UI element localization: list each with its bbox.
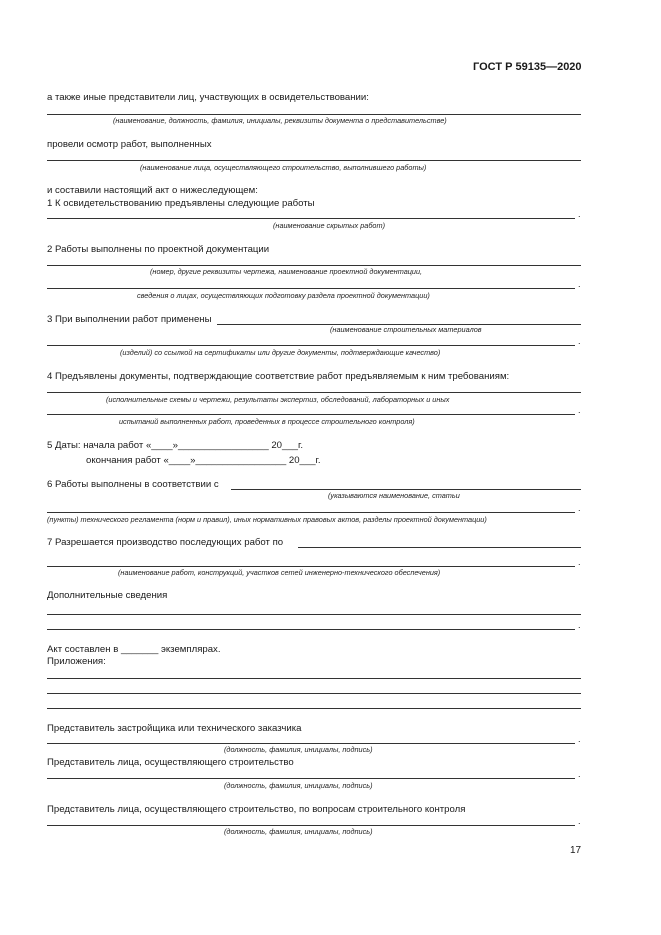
signature-line (47, 778, 575, 779)
line-end-dot: . (578, 734, 581, 744)
fill-line (47, 114, 581, 115)
caption-signature: (должность, фамилия, инициалы, подпись) (224, 781, 373, 790)
line-end-dot: . (578, 503, 581, 513)
fill-line (47, 414, 575, 415)
representatives-text: а также иные представители лиц, участвующих в освидетельствовании: (47, 92, 369, 103)
item-1-text: 1 К освидетельствованию предъявлены следующие работы (47, 198, 315, 209)
fill-line (231, 489, 581, 490)
fill-line (47, 218, 575, 219)
start-date-text: 5 Даты: начала работ «____»_________________ 20___г. (47, 440, 304, 451)
fill-line (47, 512, 575, 513)
fill-line (47, 160, 581, 161)
line-end-dot: . (578, 816, 581, 826)
caption-design-persons: сведения о лицах, осуществляющих подготовку раздела проектной документации) (137, 291, 430, 300)
line-end-dot: . (578, 620, 581, 630)
item-4-text: 4 Предъявлены документы, подтверждающие соответствие работ предъявляемым к ним требованиям: (47, 371, 510, 382)
line-end-dot: . (578, 336, 581, 346)
line-end-dot: . (578, 769, 581, 779)
caption-drawing-details: (номер, другие реквизиты чертежа, наименование проектной документации, (150, 267, 423, 276)
copies-text: Акт составлен в _______ экземплярах. (47, 644, 221, 655)
fill-line (47, 345, 575, 346)
caption-hidden-works: (наименование скрытых работ) (273, 221, 385, 230)
control-rep-label: Представитель лица, осуществляющего строительство, по вопросам строительного контроля (47, 804, 466, 815)
additional-info-label: Дополнительные сведения (47, 590, 168, 601)
fill-line (47, 265, 581, 266)
fill-line (47, 614, 581, 615)
line-end-dot: . (578, 209, 581, 219)
act-intro-text: и составили настоящий акт о нижеследующем: (47, 185, 258, 196)
page-number: 17 (570, 845, 582, 856)
caption-tests: испытаний выполненных работ, проведенных в процессе строительного контроля) (119, 417, 415, 426)
caption-materials: (наименование строительных материалов (330, 325, 482, 334)
caption-subsequent-works: (наименование работ, конструкций, участков сетей инженерно-технического обеспечения) (118, 568, 441, 577)
fill-line (298, 547, 581, 548)
fill-line (47, 288, 575, 289)
builder-rep-label: Представитель лица, осуществляющего строительство (47, 757, 294, 768)
fill-line (47, 629, 575, 630)
customer-rep-label: Представитель застройщика или технического заказчика (47, 723, 302, 734)
caption-certificates: (изделий) со ссылкой на сертификаты или другие документы, подтверждающие качество) (120, 348, 441, 357)
inspection-text: провели осмотр работ, выполненных (47, 139, 212, 150)
caption-builder: (наименование лица, осуществляющего строительство, выполнившего работы) (140, 163, 427, 172)
signature-line (47, 825, 575, 826)
caption-signature: (должность, фамилия, инициалы, подпись) (224, 827, 373, 836)
item-2-text: 2 Работы выполнены по проектной документации (47, 244, 270, 255)
line-end-dot: . (578, 557, 581, 567)
caption-representatives: (наименование, должность, фамилия, инициалы, реквизиты документа о представительстве) (113, 116, 447, 125)
item-6-text: 6 Работы выполнены в соответствии с (47, 479, 219, 490)
fill-line (47, 693, 581, 694)
fill-line (47, 566, 575, 567)
document-code: ГОСТ Р 59135—2020 (473, 61, 582, 73)
signature-line (47, 743, 575, 744)
item-7-text: 7 Разрешается производство последующих работ по (47, 537, 284, 548)
caption-signature: (должность, фамилия, инициалы, подпись) (224, 745, 373, 754)
fill-line (47, 708, 581, 709)
fill-line (47, 678, 581, 679)
line-end-dot: . (578, 405, 581, 415)
caption-regulations: (пункты) технического регламента (норм и правил), иных нормативных правовых актов, разделы проектной документации) (47, 515, 487, 524)
item-3-text: 3 При выполнении работ применены (47, 314, 212, 325)
end-date-text: окончания работ «____»_________________ 20___г. (86, 455, 321, 466)
fill-line (47, 392, 581, 393)
line-end-dot: . (578, 279, 581, 289)
caption-articles: (указываются наименование, статьи (328, 491, 460, 500)
attachments-label: Приложения: (47, 656, 106, 667)
caption-executive-schemes: (исполнительные схемы и чертежи, результаты экспертиз, обследований, лабораторных и иных (106, 395, 450, 404)
